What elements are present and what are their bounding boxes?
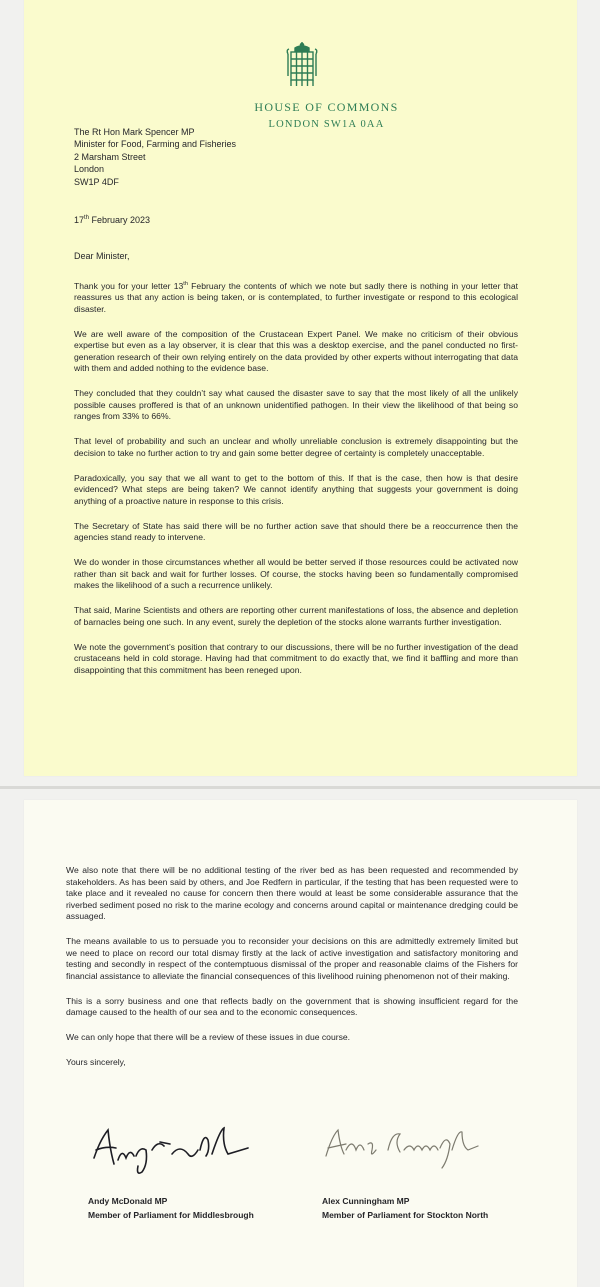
- recipient-address: [74, 126, 236, 188]
- letterhead-address: LONDON SW1A 0AA: [268, 119, 385, 130]
- recipient-role: Minister for Food, Farming and Fisheries: [74, 139, 237, 150]
- salutation: Dear Minister,: [74, 251, 130, 261]
- signature-alex-cunningham-icon: [322, 1120, 492, 1180]
- paragraph-text: Thank you for your letter 13: [74, 280, 184, 291]
- date-day: 17: [74, 215, 85, 225]
- date-suffix: th: [84, 215, 90, 221]
- paragraph: Paradoxically, you say that we all want to get to the bottom of this. If that is the case, then how is that desire evidenced? What steps are being taken? We cannot identify anything that suggests your government is doing anything of a proactive nature in response to this crisis.: [74, 472, 518, 506]
- recipient-city: London: [74, 164, 105, 175]
- recipient-postcode: SW1P 4DF: [74, 176, 119, 187]
- paragraph-text: February the contents of which we note but sadly there is nothing in your letter that reassures us that any action is being taken, or is contemplated, to further investigate or respond to this ecological disaster.: [74, 280, 518, 314]
- signature-andy-mcdonald-icon: [88, 1120, 258, 1180]
- signer-andy-mcdonald: [88, 1195, 254, 1222]
- paragraph: We can only hope that there will be a review of these issues in due course.: [66, 1032, 351, 1042]
- letter-date: [74, 215, 150, 225]
- letter-body-page-2: [66, 865, 518, 1082]
- signer-alex-cunningham: [322, 1195, 488, 1222]
- signer-title: Member of Parliament for Stockton North: [322, 1209, 489, 1220]
- page-separator: [0, 786, 600, 789]
- signer-title: Member of Parliament for Middlesbrough: [88, 1209, 254, 1220]
- portcullis-crest-icon: [286, 42, 318, 90]
- paragraph: We do wonder in those circumstances whether all would be better served if those resources could be activated now rather than sit back and wait for further losses. Of course, the stocks having been so fundamentally compromised makes the likelihood of a such a recurrence unlikely.: [74, 557, 518, 591]
- paragraph: We also note that there will be no additional testing of the river bed as has been requested and recommended by stakeholders. As has been said by others, and Joe Redfern in particular, if the testing that has been requested were to take place and it revealed no cause for concern then there would at least be some considerable assurance that the riverbed sediment posed no risk to the marine ecology and concerns around capital or maintenance dredging could be assuaged.: [66, 865, 518, 921]
- letterhead-title: HOUSE OF COMMONS: [254, 100, 399, 114]
- signer-name: Alex Cunningham MP: [322, 1196, 410, 1206]
- paragraph: The means available to us to persuade you to reconsider your decisions on this are admittedly extremely limited but we need to place on record our total dismay firstly at the lack of active investigation and satisfactory monitoring and testing and secondly in respect of the contemptuous dismissal of the proper and reasonable claims of the Fishers for financial assistance to alleviate the financial consequences of this livelihood ruining phenomenon not of their making.: [66, 936, 518, 981]
- ordinal-suffix: th: [183, 281, 188, 287]
- recipient-street: 2 Marsham Street: [74, 151, 146, 162]
- paragraph: We are well aware of the composition of the Crustacean Expert Panel. We make no criticism of their obvious expertise but even as a lay observer, it is clear that this was a desktop exercise, and the panel conducted no first-generation research of their own relying entirely on the data provided by other experts without interrogating that data with them and added nothing to the evidence base.: [74, 328, 518, 374]
- signer-name: Andy McDonald MP: [88, 1196, 168, 1206]
- letter-body-page-1: [74, 279, 518, 690]
- paragraph: That said, Marine Scientists and others are reporting other current manifestations of loss, the absence and depletion of barnacles being one such. In any event, surely the depletion of the stocks alone warrants further investigation.: [74, 605, 518, 627]
- recipient-name: The Rt Hon Mark Spencer MP: [74, 127, 195, 137]
- paragraph: This is a sorry business and one that reflects badly on the government that is showing insufficient regard for the damage caused to the health of our sea and to the economic consequences.: [66, 995, 518, 1017]
- paragraph: The Secretary of State has said there will be no further action save that should there be a reoccurrence then the agencies stand ready to intervene.: [74, 520, 518, 543]
- closing: Yours sincerely,: [66, 1057, 126, 1067]
- paragraph: [74, 279, 518, 315]
- paragraph: We note the government’s position that contrary to our discussions, there will be no further investigation of the dead crustaceans held in cold storage. Having had that commitment to do exactly that, we find it baffling and more than disappointing that this commitment has been reneged upon.: [74, 641, 518, 675]
- paragraph: They concluded that they couldn’t say what caused the disaster save to say that the most likely of all the unlikely possible causes proffered is that of an unknown unidentified pathogen. In their view the likelihood of that being so ranges from 33% to 66%.: [74, 388, 518, 422]
- paragraph: That level of probability and such an unclear and wholly unreliable conclusion is extremely disappointing but the decision to take no further action to try and gain some better degree of certainty is completely unacceptable.: [74, 436, 518, 458]
- date-rest: February 2023: [89, 215, 151, 225]
